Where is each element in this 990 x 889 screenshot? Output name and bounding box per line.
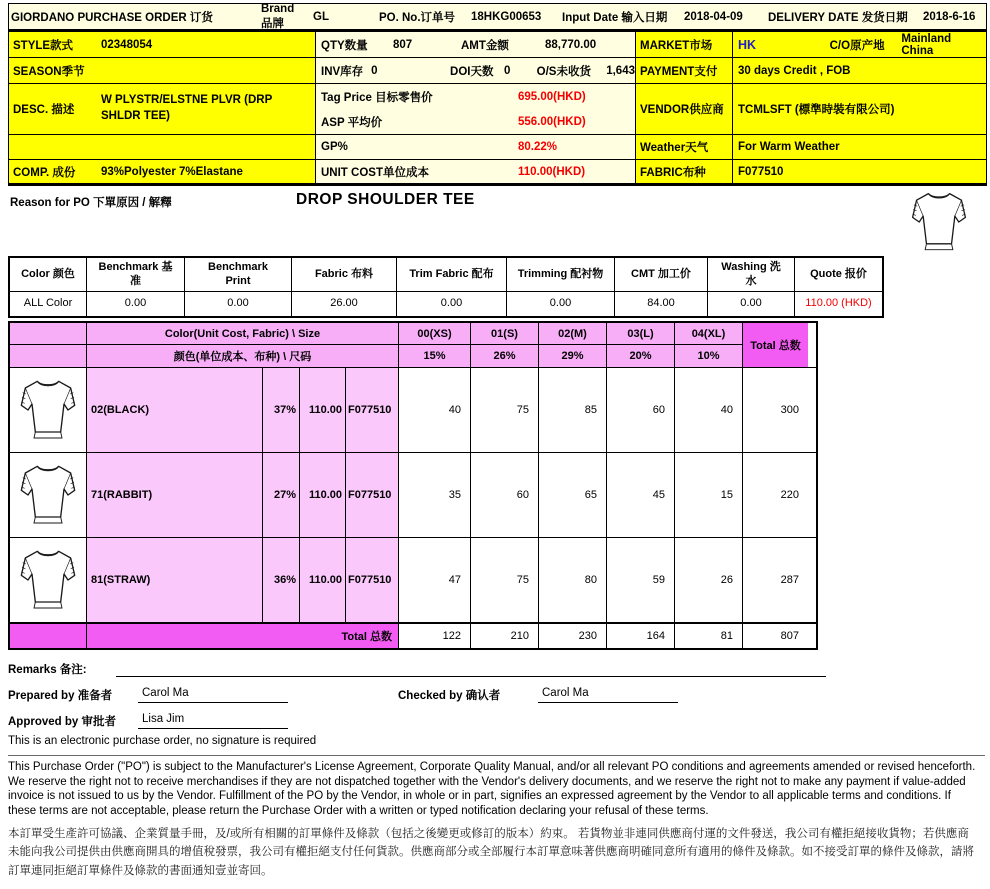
quote-table-values <box>10 292 882 316</box>
qty-cell: 40 <box>675 368 743 452</box>
size-percent: 15% <box>399 345 470 367</box>
comp-value: 93%Polyester 7%Elastane <box>101 165 243 178</box>
gp-value: 80.22% <box>518 141 558 153</box>
tshirt-thumbnail-icon <box>18 375 78 445</box>
quote-price-cell: 110.00 (HKD) <box>805 297 872 310</box>
qty-label: QTY数量 <box>321 39 368 52</box>
footer-section <box>8 659 985 880</box>
color-percent: 36% <box>263 538 300 622</box>
size-table-header <box>10 323 816 368</box>
size-code: 04(XL) <box>675 323 742 345</box>
doi-label: DOI天数 <box>450 65 494 78</box>
style-value: 02348054 <box>101 38 153 51</box>
vendor-label: VENDOR供应商 <box>640 104 724 116</box>
row-season <box>9 58 986 84</box>
color-row-rabbit <box>10 453 816 538</box>
unit-cost-label: UNIT COST单位成本 <box>321 166 429 179</box>
desc-value: W PLYSTR/ELSTNE PLVR (DRP SHLDR TEE) <box>101 94 273 122</box>
checked-by-label: Checked by 确认者 <box>398 690 501 702</box>
total-qty-cell: 122 <box>399 624 471 648</box>
size-header-line1: Color(Unit Cost, Fabric) \ Size <box>87 323 398 345</box>
total-qty-cell: 81 <box>675 624 743 648</box>
qty-cell: 40 <box>399 368 471 452</box>
weather-label: Weather天气 <box>640 142 709 154</box>
quote-cell: 0.00 <box>397 292 507 316</box>
color-name: 02(BLACK) <box>87 368 263 452</box>
inv-label: INV库存 <box>321 65 364 78</box>
po-number-value: 18HKG00653 <box>471 10 542 23</box>
column-header: Trimming 配衬物 <box>507 258 615 292</box>
co-label: C/O原产地 <box>829 39 885 52</box>
total-qty-cell: 164 <box>607 624 675 648</box>
size-code: 01(S) <box>471 323 538 345</box>
unit-cost-value: 110.00(HKD) <box>518 165 586 178</box>
divider <box>8 755 985 756</box>
size-percent: 29% <box>539 345 606 367</box>
prepared-by-value: Carol Ma <box>138 687 288 703</box>
column-header: Quote 报价 <box>795 258 882 292</box>
qty-cell: 75 <box>471 368 539 452</box>
quote-cell: 0.00 <box>87 292 185 316</box>
po-header-row <box>9 4 986 32</box>
quote-cell: 0.00 <box>507 292 615 316</box>
unit-cost: 110.00 <box>300 453 346 537</box>
color-name: 71(RABBIT) <box>87 453 263 537</box>
brand-value: GL <box>313 10 329 23</box>
inv-value: 0 <box>371 64 378 77</box>
size-code: 03(L) <box>607 323 674 345</box>
payment-label: PAYMENT支付 <box>640 65 718 78</box>
size-code: 02(M) <box>539 323 606 345</box>
size-table-total-row <box>10 623 816 648</box>
size-percent: 20% <box>607 345 674 367</box>
color-name: 81(STRAW) <box>87 538 263 622</box>
fabric-code: F077510 <box>346 368 399 452</box>
row-total: 300 <box>743 368 808 452</box>
po-number-label: PO. No.订单号 <box>379 11 456 24</box>
quote-cell: 26.00 <box>292 292 397 316</box>
os-label: O/S未收货 <box>536 65 591 78</box>
quote-cell: 0.00 <box>185 292 292 316</box>
terms-english: This Purchase Order ("PO") is subject to the Manufacturer's License Agreement, Corporate Quality Manual, and/or all relevant PO conditions and agreements amended or revised henceforth. We reserve the right not to receive merchandises if they are not dispatched together with the Vendor's delivery documents, and we reserve the right not to make any payment if value-added invoice is not issued to us by the Vendor. Fulfillment of the PO by the Vendor, in whole or in part, signifies an expressed agreement by the Vendor to all applicable terms and conditions. If these terms are not acceptable, please return the Purchase Order with a written or typed notification declaring your refusal of these terms. <box>8 761 976 818</box>
weather-value: For Warm Weather <box>738 141 840 153</box>
delivery-date-value: 2018-6-16 <box>923 10 976 23</box>
quote-cell: 84.00 <box>615 292 708 316</box>
payment-value: 30 days Credit , FOB <box>738 64 851 77</box>
input-date-label: Input Date 输入日期 <box>562 11 668 24</box>
qty-cell: 45 <box>607 453 675 537</box>
tshirt-thumbnail-icon <box>18 460 78 530</box>
column-header: Washing 洗水 <box>708 258 795 292</box>
reason-for-po-label: Reason for PO 下單原因 / 解釋 <box>10 197 172 209</box>
qty-cell: 60 <box>471 453 539 537</box>
quote-cell: 0.00 <box>708 292 795 316</box>
tag-price-value: 695.00(HKD) <box>518 90 586 103</box>
quote-table <box>8 256 884 318</box>
brand-label: Brand 品牌 <box>261 2 295 30</box>
grand-total: 807 <box>743 624 808 648</box>
market-label: MARKET市场 <box>640 39 713 52</box>
column-header: Trim Fabric 配布 <box>397 258 507 292</box>
gp-label: GP% <box>321 141 348 153</box>
delivery-date-label: DELIVERY DATE 发货日期 <box>768 11 908 24</box>
column-header: Benchmark Print <box>185 258 292 292</box>
asp-value: 556.00(HKD) <box>518 115 586 128</box>
color-row-straw <box>10 538 816 623</box>
unit-cost: 110.00 <box>300 538 346 622</box>
qty-cell: 60 <box>607 368 675 452</box>
vendor-value: TCMLSFT (標準時裝有限公司) <box>738 104 895 116</box>
remarks-field <box>116 661 826 677</box>
row-total: 287 <box>743 538 808 622</box>
column-header: Benchmark 基准 <box>87 258 185 292</box>
remarks-label: Remarks 备注: <box>8 664 87 676</box>
checked-by-value: Carol Ma <box>538 687 678 703</box>
row-total: 220 <box>743 453 808 537</box>
fabric-code: F077510 <box>346 538 399 622</box>
style-label: STYLE款式 <box>13 39 74 52</box>
terms-chinese: 本訂單受生產許可協議、企業質量手冊，及/或所有相關的訂單條件及條款（包括之後變更或修訂的版本）約束。 若貨物並非連同供應商付運的文件發送，我公司有權拒絕接收貨物；若供應商未能向我公司提供由供應商開具的增值稅發票，我公司有權拒絕支付任何貨款。供應商部分或全部履行本訂單意味著供應商明確同意所有適用的條件及條款。如不接受訂單的條件及條款，請將訂單連同拒絕訂單條件及條款的書面通知壹並寄回。 <box>8 827 974 877</box>
fabric-code: F077510 <box>346 453 399 537</box>
doi-value: 0 <box>503 64 511 77</box>
product-title: DROP SHOULDER TEE <box>296 191 475 208</box>
asp-label: ASP 平均价 <box>321 116 383 129</box>
qty-cell: 26 <box>675 538 743 622</box>
market-value: HK <box>738 37 757 52</box>
amt-value: 88,770.00 <box>545 38 597 51</box>
fabric-label: FABRIC布种 <box>640 166 706 179</box>
row-style <box>9 32 986 58</box>
total-column-header: Total 总数 <box>743 323 808 367</box>
size-percent: 26% <box>471 345 538 367</box>
prepared-by-label: Prepared by 准备者 <box>8 690 113 702</box>
desc-label: DESC. 描述 <box>13 104 75 116</box>
tshirt-sketch-icon <box>907 189 971 255</box>
input-date-value: 2018-04-09 <box>684 10 743 23</box>
qty-cell: 80 <box>539 538 607 622</box>
row-gp <box>9 135 986 160</box>
color-percent: 27% <box>263 453 300 537</box>
approved-by-value: Lisa Jim <box>138 713 288 729</box>
column-header: Fabric 布料 <box>292 258 397 292</box>
color-row-black <box>10 368 816 453</box>
quote-cell: ALL Color <box>10 292 87 316</box>
total-qty-cell: 210 <box>471 624 539 648</box>
size-percent: 10% <box>675 345 742 367</box>
os-value: 1,643 <box>606 64 635 77</box>
reason-band <box>8 186 985 256</box>
qty-cell: 35 <box>399 453 471 537</box>
amt-label: AMT金额 <box>461 39 509 52</box>
po-info-table <box>8 3 987 186</box>
qty-cell: 85 <box>539 368 607 452</box>
qty-cell: 59 <box>607 538 675 622</box>
total-qty-cell: 230 <box>539 624 607 648</box>
column-header: CMT 加工价 <box>615 258 708 292</box>
season-label: SEASON季节 <box>13 65 85 78</box>
qty-cell: 15 <box>675 453 743 537</box>
size-breakdown-table <box>8 321 818 650</box>
unit-cost: 110.00 <box>300 368 346 452</box>
tshirt-thumbnail-icon <box>18 545 78 615</box>
size-code: 00(XS) <box>399 323 470 345</box>
total-row-label: Total 总数 <box>87 624 399 648</box>
qty-cell: 47 <box>399 538 471 622</box>
qty-cell: 65 <box>539 453 607 537</box>
electronic-note: This is an electronic purchase order, no signature is required <box>8 735 317 747</box>
column-header: Color 颜色 <box>10 258 87 292</box>
fabric-value: F077510 <box>738 165 784 178</box>
tag-price-label: Tag Price 目标零售价 <box>321 91 433 104</box>
size-header-line2: 颜色(单位成本、布种) \ 尺码 <box>87 345 398 367</box>
row-desc <box>9 84 986 135</box>
row-comp <box>9 160 986 185</box>
approved-by-label: Approved by 审批者 <box>8 716 116 728</box>
co-value: Mainland China <box>901 32 952 57</box>
color-percent: 37% <box>263 368 300 452</box>
qty-cell: 75 <box>471 538 539 622</box>
comp-label: COMP. 成份 <box>13 166 76 179</box>
quote-table-header <box>10 258 882 292</box>
qty-value: 807 <box>393 38 413 51</box>
page-title: GIORDANO PURCHASE ORDER 订货 <box>11 11 213 24</box>
